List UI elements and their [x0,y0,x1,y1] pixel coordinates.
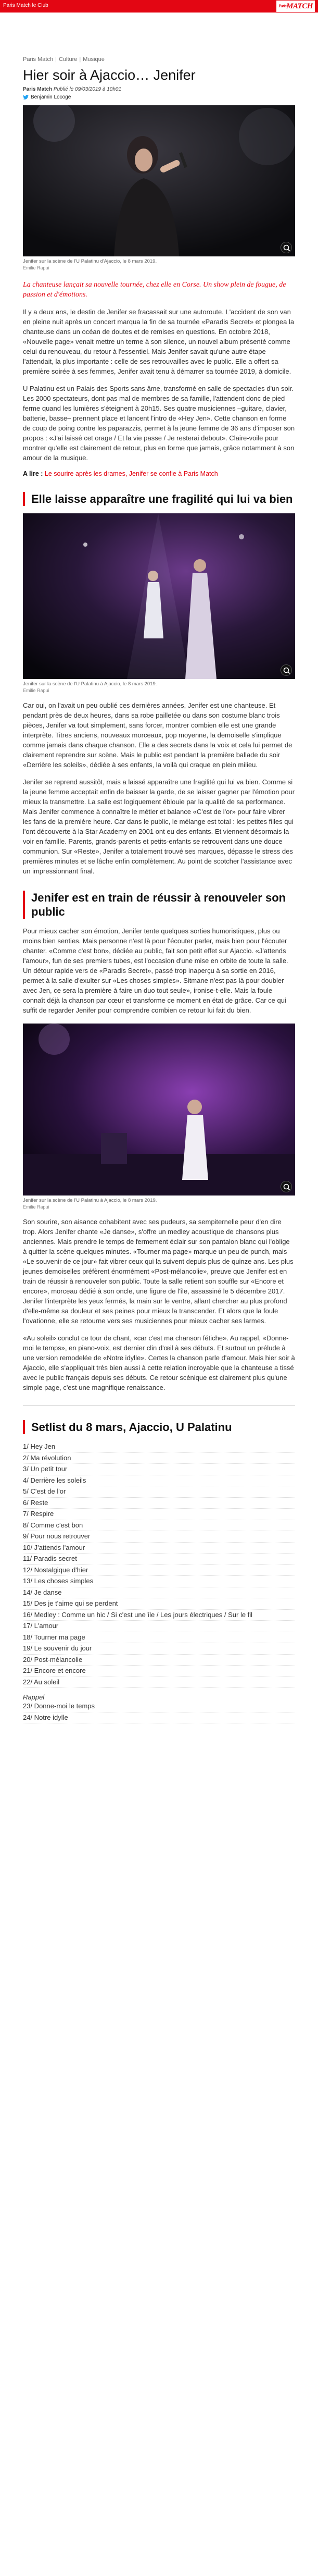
list-item: 19/ Le souvenir du jour [23,1643,295,1655]
list-item: 9/ Pour nous retrouver [23,1531,295,1543]
encore-list [23,1701,295,1723]
article-body [23,926,295,1015]
list-item: 20/ Post-mélancolie [23,1655,295,1666]
list-item: 15/ Des je t'aime qui se perdent [23,1598,295,1610]
author: Paris Match [23,87,53,92]
divider [23,1405,295,1406]
list-item: 6/ Reste [23,1498,295,1509]
zoom-icon[interactable] [281,242,292,253]
list-item: 21/ Encore et encore [23,1666,295,1677]
publish-date: Publié le 09/03/2019 à 10h01 [53,87,122,92]
concert-photo-3 [23,1024,295,1195]
paris-match-logo[interactable] [276,1,315,12]
list-item: 24/ Notre idylle [23,1712,295,1724]
list-item: 17/ L'amour [23,1621,295,1632]
section-heading: Elle laisse apparaître une fragilité qui lui va bien [23,492,295,506]
breadcrumb-item-culture[interactable]: Culture [58,56,78,63]
list-item: 13/ Les choses simples [23,1576,295,1587]
photo-credit: Emilie Rapui [23,688,49,693]
twitter-author[interactable] [23,94,295,100]
section-heading: Jenifer est en train de réussir à renouveler son public [23,891,295,919]
site-link[interactable]: Paris Match le Club [3,3,48,8]
list-item: 1/ Hey Jen [23,1441,295,1453]
related-label: A lire : [23,470,43,477]
list-item: 8/ Comme c'est bon [23,1520,295,1532]
list-item: 4/ Derrière les soleils [23,1475,295,1487]
twitter-icon [23,95,29,100]
article-meta [23,87,295,92]
photo-caption: Jenifer sur la scène de l'U Palatinu à Ajaccio, le 8 mars 2019. [23,681,157,687]
breadcrumb-item-musique[interactable]: Musique [83,56,105,63]
article-body [23,700,295,876]
list-item: 2/ Ma révolution [23,1453,295,1464]
twitter-handle: Benjamin Locoge [31,94,71,100]
photo-credit: Emilie Rapui [23,265,49,270]
paragraph: Car oui, on l'avait un peu oublié ces dernières années, Jenifer est une chanteuse. Et pendant près de deux heures, dans sa robe pailletée ou dans son costume blanc trois pièces, Jenifer va tout simplement, sans forcer, montrer combien elle est une grande interprète. Titres anciens, nouveaux morceaux, pop moyenne, la demoiselle s'implique comme jamais dans chaque chanson. Elle a des secrets dans la voix et cela lui permet de clairement reprendre sur scène. Mais le public est pendant la première ballade du soir «Derrière les soleils», dédiée à ses enfants, la voilà qui craque en plein milieu. [23,701,292,769]
paragraph: Jenifer se reprend aussitôt, mais a laissé apparaître une fragilité qui lui va bien. Comme si la jeune femme acceptait enfin de baisser la garde, de se laisser gagner par l'émotion pour mieux la transmettre. La salle est logiquement éblouie par la qualité de sa performance. Mais Jenifer commence à connaître le métier et balance «C'est de l'or» pour faire vibrer les fans de la première heure. Car dans le public, le mélange est total : les petites filles qui l'ont découverte à la Star Academy en 2001 ont eu des enfants. Et viennent désormais la voir en famille. Parents, grands-parents et petits-enfants se retrouvent dans une douce communion. Sur «Reste», Jenifer a totalement trouvé ses marques, dépasse le stress des premières minutes et se lâche enfin complètement. Au point de scotcher l'assistance avec un impressionnant final. [23,778,295,875]
breadcrumb-separator: | [55,56,57,63]
list-item: 3/ Un petit tour [23,1464,295,1475]
logo-prefix: Paris [278,4,287,8]
list-item: 23/ Donne-moi le temps [23,1701,295,1712]
breadcrumb-item-home[interactable]: Paris Match [23,56,54,63]
paragraph: Pour mieux cacher son émotion, Jenifer tente quelques sorties humoristiques, plus ou moins bien senties. Mais personne n'est là pour l'écouter parler, mais bien pour l'écouter chanter. «Comme c'est bon», dédiée au public, fait son petit effet sur Ajaccio. «J'attends l'amour», fun de ses premiers tubes, est l'occasion d'une mise en orbite de toute la salle. Un détour rapide vers de «Paradis Secret», passé trop inaperçu à sa sortie en 2016, permet à la salle d'exulter sur «Les choses simples». Sitmane n'est pas là pour doubler avec Jen, ce sera la première à faire un duo tout seule», ironise-t-elle. Mais la foule connaît déjà la chanson par cœur et transforme ce moment en état de grâce. Car ce qui suffit de regarder Jenifer pour comprendre combien ce retour lui fait du bien. [23,927,288,1014]
list-item: 10/ J'attends l'amour [23,1543,295,1554]
photo-caption: Jenifer sur la scène de l'U Palatinu à Ajaccio, le 8 mars 2019. [23,1198,157,1203]
section-heading: Setlist du 8 mars, Ajaccio, U Palatinu [23,1420,295,1434]
related-article-link[interactable]: Le sourire après les drames, Jenifer se confie à Paris Match [44,470,218,477]
list-item: 18/ Tourner ma page [23,1632,295,1644]
paragraph: Son sourire, son aisance cohabitent avec ses pudeurs, sa sempiternelle peur d'en dire trop. Alors Jenifer chante «Je danse», s'offre un medley acoustique de chansons plus anciennes. Mais prendre le temps de fermement éclair sur son pantalon blanc qui l'oblige à quitter la scène quelques minutes. «Tourner ma page» marque un peu de punch, mais «Le souvenir de ce jour» fait vibrer ceux qui la suivent depuis plus de quinze ans. Les plus jeunes demoiselles préfèrent énormément «Post-mélancolie», preuve que Jenifer est en train de réussir à renouveler son public. Toute la salle retient son souffle sur «Encore et encore», morceau dédié à son oncle, une figure de l'île, assassiné le 5 décembre 2017. Jenifer l'interprète les yeux fermés, la main sur le ventre, allant chercher au plus profond d'elle-même sa douleur et ses peines pour mieux la transcender. Et alors que la foule l'ovationne, elle se retourne vers ses musiciennes pour mieux cacher ses larmes. [23,1218,294,1325]
zoom-icon[interactable] [281,1181,292,1192]
related-article [23,470,295,477]
logo-main: MATCH [286,2,313,10]
hero-photo[interactable] [23,105,295,256]
encore-label: Rappel [23,1693,45,1701]
list-item: 11/ Paradis secret [23,1554,295,1565]
list-item: 16/ Medley : Comme un hic / Si c'est une île / Les jours électriques / Sur le fil [23,1610,295,1621]
concert-photo-1 [23,105,295,256]
photo-credit: Emilie Rapui [23,1204,49,1210]
list-item: 5/ C'est de l'or [23,1486,295,1498]
list-item: 7/ Respire [23,1509,295,1520]
paragraph: U Palatinu est un Palais des Sports sans âme, transformé en salle de spectacles d'un soir. Les 2000 spectateurs, dont pas mal de membres de sa famille, l'attendent donc de pied ferme quand les lumières s'éteignent à 20h15. Ses quatre musiciennes –guitare, clavier, batterie, basse– prennent place et lancent l'intro de «Hey Jen». Cette chanson en forme de coup de poing contre les paparazzis, permet à la jeune femme de 36 ans d'imposer son propos : «J'ai laissé cet orage / Et la vie passe / Je resterai debout». Claire-voile pour montrer qu'elle est clairement de retour, plus en forme que jamais, grâce notamment à son amour de la musique. [23,385,295,462]
top-bar [0,0,318,13]
article-body [23,1217,295,1392]
breadcrumb-separator: | [79,56,81,63]
list-item: 14/ Je danse [23,1587,295,1599]
concert-photo-frame-3[interactable] [23,1024,295,1195]
article-lead: La chanteuse lançait sa nouvelle tournée, chez elle en Corse. Un show plein de fougue, de passion et d'émotions. [23,281,286,299]
concert-photo-2 [23,513,295,679]
setlist [23,1441,295,1688]
photo-caption: Jenifer sur la scène de l'U Palatinu d'Ajaccio, le 8 mars 2019. [23,258,157,264]
article-body [23,307,295,463]
list-item: 22/ Au soleil [23,1677,295,1688]
zoom-icon[interactable] [281,664,292,676]
page-title: Hier soir à Ajaccio… Jenifer [23,67,196,83]
breadcrumb [23,56,295,63]
list-item: 12/ Nostalgique d'hier [23,1565,295,1576]
paragraph: Il y a deux ans, le destin de Jenifer se fracassait sur une autoroute. L'accident de son van en pleine nuit après un concert marqua la fin de sa tournée «Paradis Secret» et plongea la chanteuse dans un océan de doutes et de remises en questions. En octobre 2018, «Nouvelle page» venait mettre un terme à son silence, un nouvel album présenté comme celui du renouveau, du retour à l'essentiel. Mais Jenifer savait qu'une autre étape l'attendait, la plus importante : celle de ses retrouvailles avec le public. Elle a offert sa première soirée à ses femmes, Jenifer avait tenu à démarrer sa tournée 2019, à domicile. [23,308,295,375]
paragraph: «Au soleil» conclut ce tour de chant, «car c'est ma chanson fétiche». Au rappel, «Donne-moi le temps», en piano-voix, est dernier clin d'œil à ses débuts. Et surtout un prélude à une version remodelée de «Notre idylle». Certes la chanson parle d'amour. Mais hier soir à Ajaccio, elle s'appliquait très bien aussi à cette relation incroyable que la chanteuse a tissé avec le public français depuis ses débuts. Ce retour scénique est clairement plus qu'une simple page, c'est une magnifique renaissance. [23,1334,295,1391]
concert-photo-frame-2[interactable] [23,513,295,679]
